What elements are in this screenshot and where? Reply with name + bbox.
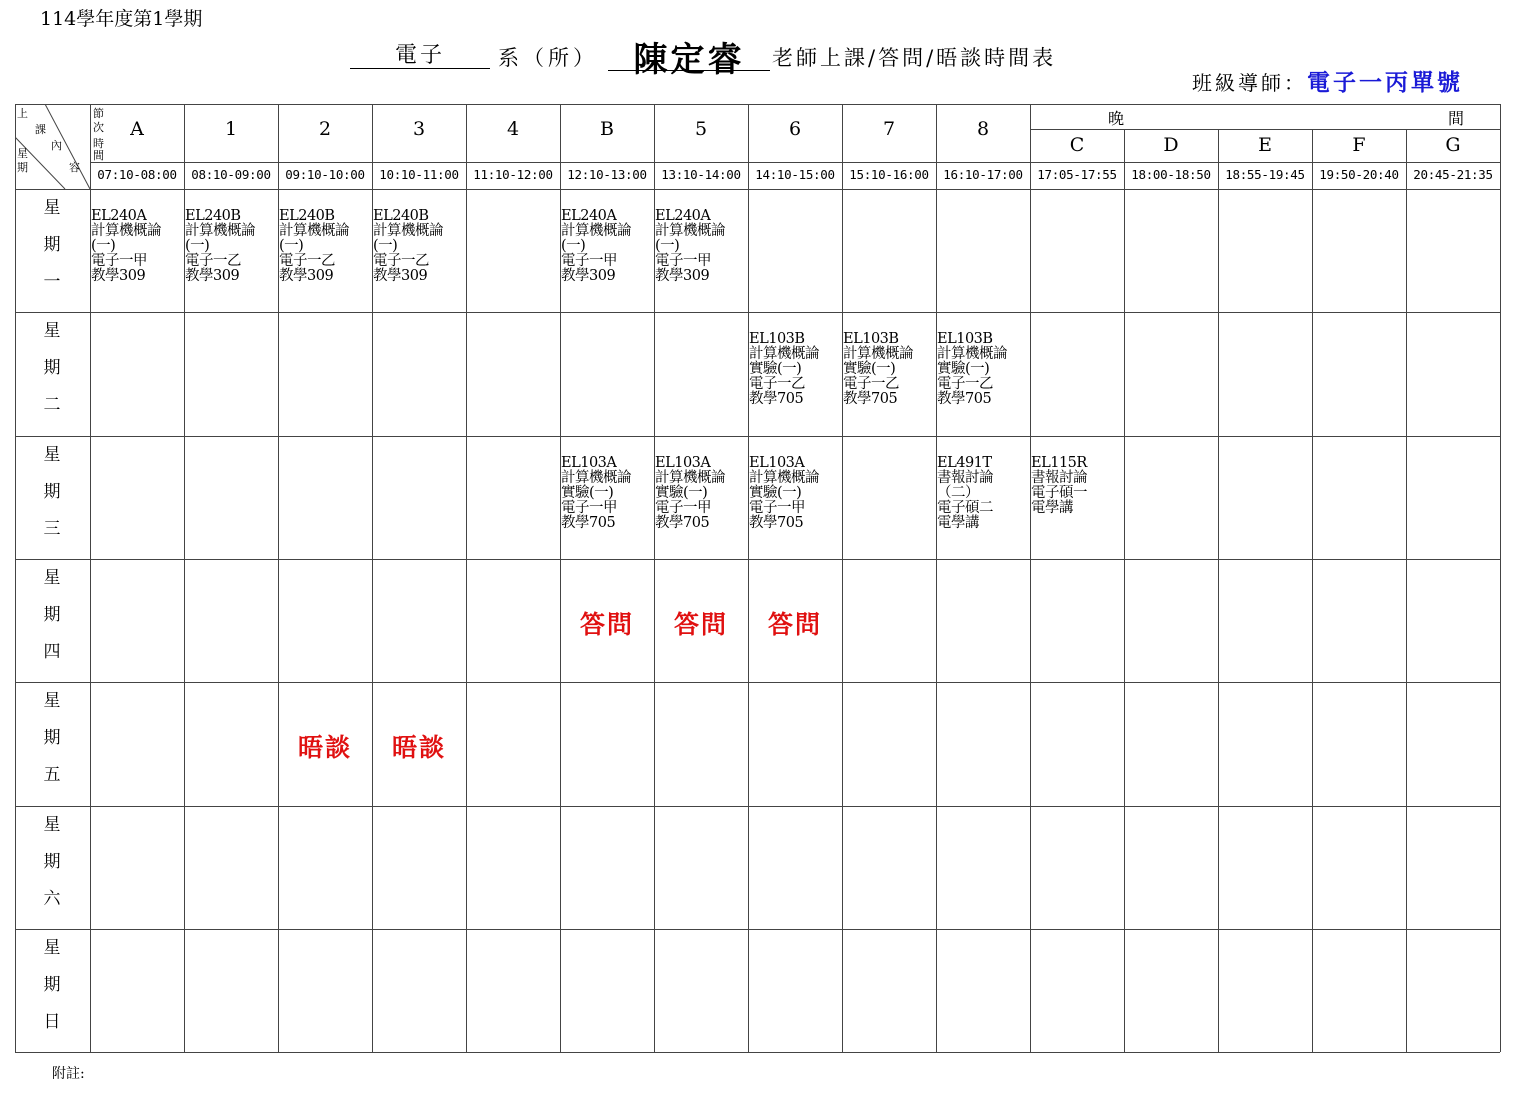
course-line: 電子一甲 — [655, 499, 711, 516]
course-line: 教學309 — [279, 268, 334, 284]
grid-line-row — [15, 1052, 1500, 1053]
day-label-char: 六 — [43, 888, 61, 909]
course-line: (一) — [373, 238, 398, 254]
course-line: 實驗(一) — [843, 361, 896, 378]
course-line: 電子一乙 — [279, 253, 335, 269]
course-line: 教學705 — [843, 391, 898, 408]
course-entry — [655, 209, 725, 284]
day-label-char: 星 — [43, 444, 61, 465]
course-entry — [561, 456, 631, 531]
period-time: 14:10-15:00 — [755, 167, 835, 182]
period-time: 19:50-20:40 — [1319, 167, 1399, 182]
grid-line-evening — [1030, 129, 1500, 130]
grid-line-col — [1312, 129, 1313, 1052]
day-label-char: 期 — [43, 851, 61, 872]
course-line: 教學705 — [749, 514, 804, 531]
grid-line-row — [15, 436, 1500, 437]
course-line: 電子一甲 — [561, 253, 617, 269]
period-label: 1 — [224, 118, 238, 140]
period-time: 09:10-10:00 — [285, 167, 365, 182]
period-time: 18:00-18:50 — [1131, 167, 1211, 182]
consultation-mark: 晤談 — [391, 733, 446, 763]
period-label: E — [1258, 134, 1272, 156]
day-label-char: 期 — [43, 728, 61, 749]
evening-label-left: 晚 — [1108, 109, 1125, 128]
course-line: 電子一乙 — [937, 376, 993, 393]
course-line: 教學705 — [561, 514, 616, 531]
course-line: 電子一乙 — [843, 376, 899, 393]
course-code: EL240A — [655, 208, 711, 224]
grid-line-top — [15, 104, 1500, 105]
period-label: 6 — [788, 118, 802, 140]
day-label-char: 四 — [43, 641, 61, 662]
course-line: (一) — [91, 238, 116, 254]
course-line: 計算機概論 — [655, 469, 725, 486]
course-entry — [937, 332, 1007, 407]
period-label: 5 — [694, 118, 708, 140]
course-line: 教學309 — [561, 268, 616, 284]
period-label: 2 — [318, 118, 332, 140]
corner-char: 次 — [93, 121, 104, 134]
course-code: EL240B — [185, 208, 241, 224]
course-line: 計算機概論 — [843, 346, 913, 363]
course-line: 書報討論 — [1031, 469, 1087, 486]
corner-char: 容 — [69, 161, 80, 174]
day-label-char: 星 — [43, 691, 61, 712]
course-line: 電子一乙 — [749, 376, 805, 393]
period-label: 4 — [506, 118, 520, 140]
course-line: 計算機概論 — [937, 346, 1007, 363]
course-entry — [279, 209, 349, 284]
grid-line-row — [15, 929, 1500, 930]
day-label-char: 期 — [43, 235, 61, 255]
course-entry — [749, 332, 819, 407]
day-label-char: 二 — [43, 395, 61, 416]
period-label: F — [1352, 134, 1366, 156]
course-line: 實驗(一) — [561, 484, 614, 501]
corner-char: 間 — [93, 149, 104, 162]
day-label-char: 星 — [43, 198, 61, 218]
period-label: D — [1163, 134, 1179, 156]
course-line: 計算機概論 — [561, 469, 631, 486]
day-label-char: 星 — [43, 937, 61, 958]
course-line: 電子一甲 — [749, 499, 805, 516]
grid-line-row — [15, 806, 1500, 807]
course-line: (一) — [655, 238, 680, 254]
grid-line-row — [15, 682, 1500, 683]
course-code: EL115R — [1031, 454, 1087, 471]
department-name: 電子 — [350, 38, 490, 69]
course-code: EL103B — [749, 331, 805, 348]
advisor-value: 電子一丙單號 — [1307, 69, 1463, 96]
course-code: EL103A — [655, 454, 711, 471]
course-line: 計算機概論 — [91, 223, 161, 239]
day-label-char: 期 — [43, 974, 61, 995]
course-entry — [937, 456, 993, 531]
day-label-char: 星 — [43, 567, 61, 588]
course-line: (一) — [561, 238, 586, 254]
grid-line-row — [15, 189, 1500, 190]
office-hours-mark: 答問 — [673, 609, 728, 639]
course-line: 教學705 — [749, 391, 804, 408]
period-time: 16:10-17:00 — [943, 167, 1023, 182]
period-time: 10:10-11:00 — [379, 167, 459, 182]
course-entry — [373, 209, 443, 284]
course-entry — [185, 209, 255, 284]
course-code: EL103B — [937, 331, 993, 348]
day-label-char: 期 — [43, 358, 61, 379]
course-line: 教學309 — [373, 268, 428, 284]
course-line: 計算機概論 — [655, 223, 725, 239]
day-label-char: 星 — [43, 814, 61, 835]
period-label: 3 — [412, 118, 426, 140]
grid-line-col — [1030, 104, 1031, 1052]
period-time: 13:10-14:00 — [661, 167, 741, 182]
grid-line-time — [90, 162, 1500, 163]
day-label-char: 日 — [43, 1011, 61, 1032]
course-line: 計算機概論 — [561, 223, 631, 239]
period-time: 18:55-19:45 — [1225, 167, 1305, 182]
corner-char: 節 — [93, 107, 104, 120]
corner-char: 課 — [35, 123, 46, 136]
course-code: EL103A — [561, 454, 617, 471]
office-hours-mark: 答問 — [767, 609, 822, 639]
course-line: 電子碩一 — [1031, 484, 1087, 501]
period-label: B — [600, 118, 614, 140]
consultation-mark: 晤談 — [297, 733, 352, 763]
course-line: 計算機概論 — [373, 223, 443, 239]
course-line: 實驗(一) — [749, 484, 802, 501]
day-label-char: 三 — [43, 518, 61, 539]
course-line: (一) — [279, 238, 304, 254]
course-line: 實驗(一) — [937, 361, 990, 378]
course-line: 電子碩二 — [937, 499, 993, 516]
course-line: （二） — [937, 484, 979, 501]
period-time: 12:10-13:00 — [567, 167, 647, 182]
period-time: 07:10-08:00 — [97, 167, 177, 182]
department-suffix: 系（所） — [498, 46, 598, 70]
period-time: 17:05-17:55 — [1037, 167, 1117, 182]
course-line: 電子一乙 — [185, 253, 241, 269]
course-entry — [91, 209, 161, 284]
term-label: 114學年度第1學期 — [40, 8, 203, 30]
grid-line-col — [1124, 129, 1125, 1052]
course-line: 電子一甲 — [561, 499, 617, 516]
course-line: (一) — [185, 238, 210, 254]
course-code: EL240B — [279, 208, 335, 224]
course-line: 電學講 — [937, 514, 979, 531]
course-line: 電子一乙 — [373, 253, 429, 269]
period-time: 11:10-12:00 — [473, 167, 553, 182]
course-line: 教學705 — [937, 391, 992, 408]
corner-char: 時 — [93, 137, 104, 150]
grid-line-row — [15, 559, 1500, 560]
period-time: 08:10-09:00 — [191, 167, 271, 182]
grid-line-col — [1500, 104, 1501, 1052]
course-line: 教學309 — [185, 268, 240, 284]
course-line: 實驗(一) — [749, 361, 802, 378]
course-code: EL240B — [373, 208, 429, 224]
grid-line-col — [842, 104, 843, 1052]
corner-char: 星 — [17, 147, 28, 160]
grid-line-row — [15, 312, 1500, 313]
grid-line-col — [936, 104, 937, 1052]
grid-line-col — [466, 104, 467, 1052]
course-entry — [561, 209, 631, 284]
course-code: EL103A — [749, 454, 805, 471]
office-hours-mark: 答問 — [579, 609, 634, 639]
day-label-char: 星 — [43, 321, 61, 342]
corner-char: 上 — [17, 107, 28, 120]
evening-label-right: 間 — [1448, 109, 1465, 128]
course-line: 計算機概論 — [749, 469, 819, 486]
period-label: C — [1069, 134, 1085, 156]
course-code: EL103B — [843, 331, 899, 348]
day-label-char: 期 — [43, 604, 61, 625]
course-entry — [749, 456, 819, 531]
period-label: 8 — [976, 118, 990, 140]
period-label: A — [130, 118, 144, 140]
grid-line-col — [748, 104, 749, 1052]
course-line: 教學309 — [91, 268, 146, 284]
teacher-name: 陳定睿 — [608, 32, 770, 71]
course-line: 計算機概論 — [279, 223, 349, 239]
course-entry — [1031, 456, 1087, 516]
period-label: G — [1445, 134, 1461, 156]
course-entry — [843, 332, 913, 407]
corner-char: 期 — [17, 161, 28, 174]
period-time: 20:45-21:35 — [1413, 167, 1493, 182]
grid-line-col — [1406, 129, 1407, 1052]
day-label-char: 五 — [43, 765, 61, 786]
advisor-label: 班級導師： — [1192, 71, 1307, 95]
course-line: 教學309 — [655, 268, 710, 284]
course-line: 電學講 — [1031, 499, 1073, 516]
course-line: 書報討論 — [937, 469, 993, 486]
course-line: 電子一甲 — [655, 253, 711, 269]
corner-char: 內 — [51, 139, 62, 152]
period-label: 7 — [882, 118, 896, 140]
title-suffix: 老師上課/答問/晤談時間表 — [772, 46, 1057, 70]
course-line: 電子一甲 — [91, 253, 147, 269]
note-label: 附註: — [52, 1066, 85, 1082]
course-entry — [655, 456, 725, 531]
course-line: 實驗(一) — [655, 484, 708, 501]
course-line: 計算機概論 — [185, 223, 255, 239]
course-line: 教學705 — [655, 514, 710, 531]
course-code: EL240A — [91, 208, 147, 224]
grid-line-col — [1218, 129, 1219, 1052]
day-label-char: 期 — [43, 481, 61, 502]
course-code: EL240A — [561, 208, 617, 224]
course-code: EL491T — [937, 454, 992, 471]
period-time: 15:10-16:00 — [849, 167, 929, 182]
course-line: 計算機概論 — [749, 346, 819, 363]
day-label-char: 一 — [43, 272, 61, 292]
